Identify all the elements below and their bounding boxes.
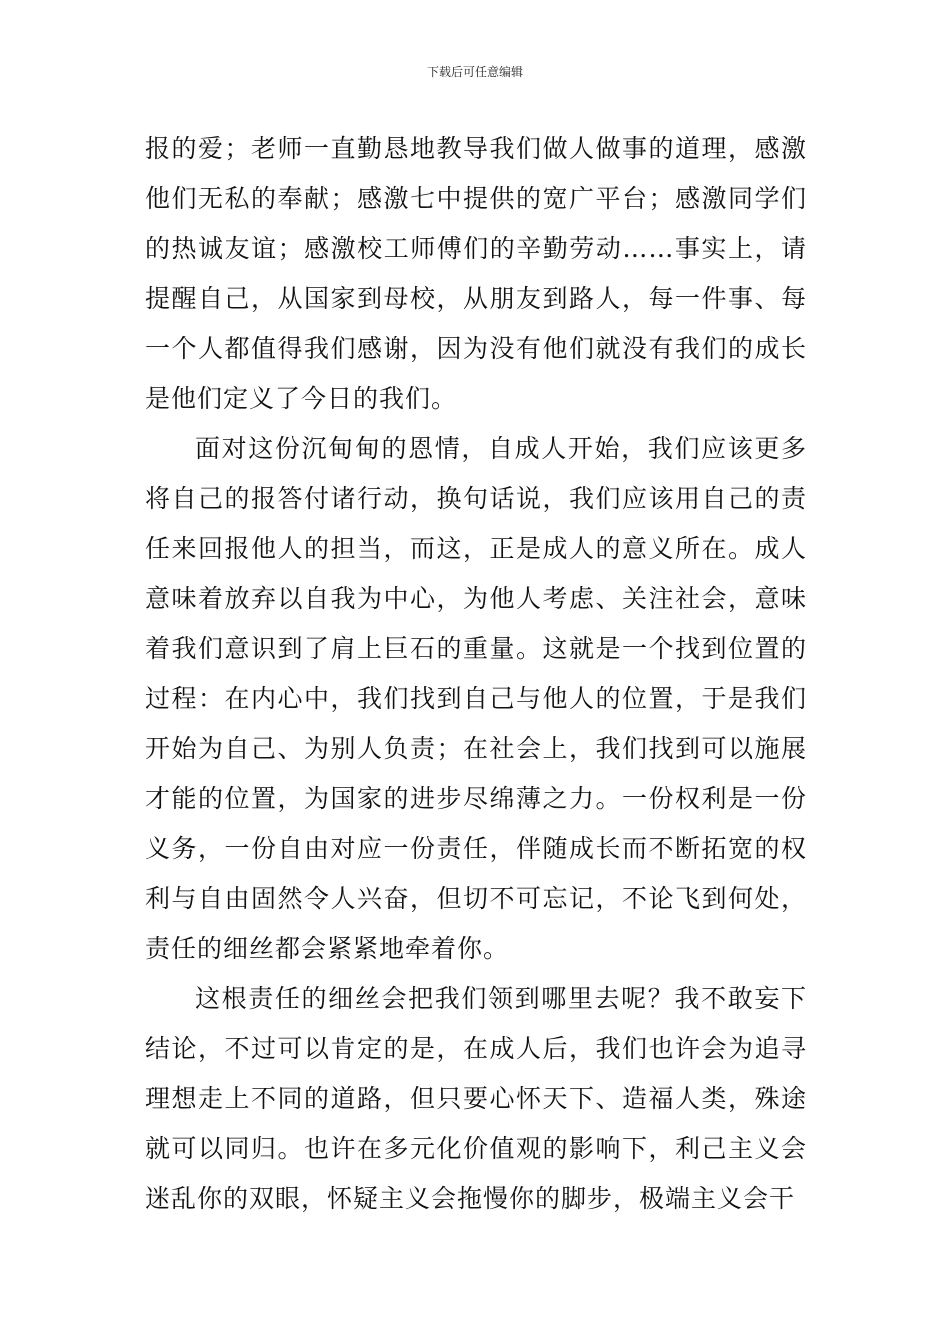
document-body [145,124,807,1224]
page-header: 下载后可任意编辑 [426,65,523,79]
paragraph-1: 报的爱；老师一直勤恳地教导我们做人做事的道理，感激他们无私的奉献；感激七中提供的宽广平台；感激同学们的热诚友谊；感激校工师傅们的辛勤劳动……事实上，请提醒自己，从国家到母校，从朋友到路人，每一件事、每一个人都值得我们感谢，因为没有他们就没有我们的成长是他们定义了今日的我们。 [145,134,807,413]
paragraph-2: 面对这份沉甸甸的恩情，自成人开始，我们应该更多将自己的报答付诸行动，换句话说，我们应该用自己的责任来回报他人的担当，而这，正是成人的意义所在。成人意味着放弃以自我为中心，为他人考虑、关注社会，意味着我们意识到了肩上巨石的重量。这就是一个找到位置的过程：在内心中，我们找到自己与他人的位置，于是我们开始为自己、为别人负责；在社会上，我们找到可以施展才能的位置，为国家的进步尽绵薄之力。一份权利是一份义务，一份自由对应一份责任，伴随成长而不断拓宽的权利与自由固然令人兴奋，但切不可忘记，不论飞到何处，责任的细丝都会紧紧地牵着你。 [145,434,807,963]
paragraph-3: 这根责任的细丝会把我们领到哪里去呢？我不敢妄下结论，不过可以肯定的是，在成人后，我们也许会为追寻理想走上不同的道路，但只要心怀天下、造福人类，殊途就可以同归。也许在多元化价值观的影响下，利己主义会迷乱你的双眼，怀疑主义会拖慢你的脚步，极端主义会干 [145,984,807,1213]
